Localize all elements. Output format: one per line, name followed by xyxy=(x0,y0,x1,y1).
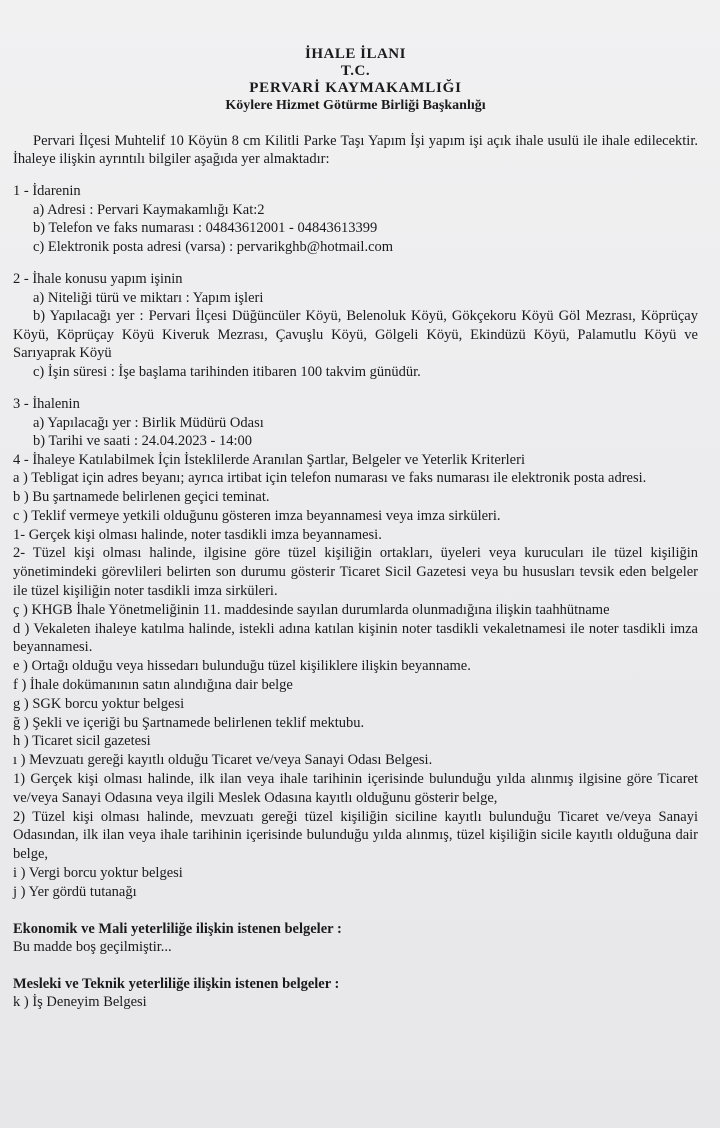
professional-section xyxy=(13,975,698,1012)
section-4-item: e ) Ortağı olduğu veya hissedarı bulunduğu tüzel kişiliklere ilişkin beyanname. xyxy=(13,658,471,675)
economic-text: Bu madde boş geçilmiştir... xyxy=(13,939,172,956)
economic-section xyxy=(13,920,698,957)
section-4-item: c ) Teklif vermeye yetkili olduğunu gösteren imza beyannamesi veya imza sirküleri. xyxy=(13,507,501,524)
section-4-item: 1) Gerçek kişi olması halinde, ilk ilan veya ihale tarihinin içerisinde bulunduğu yılda alınmış ilgisine göre Ticaret ve/veya Sanayi Odasına veya ilgili Meslek Odasına kayıtlı olduğunu gösterir belge, xyxy=(13,771,698,806)
section-4-item: g ) SGK borcu yoktur belgesi xyxy=(13,695,185,712)
section-4-item: i ) Vergi borcu yoktur belgesi xyxy=(13,865,183,882)
intro-paragraph: Pervari İlçesi Muhtelif 10 Köyün 8 cm Kilitli Parke Taşı Yapım İşi yapım işi açık ihale usulü ile ihale edilecektir. İhaleye ilişkin ayrıntılı bilgiler aşağıda yer almaktadır: xyxy=(13,133,698,167)
section-1 xyxy=(13,182,698,256)
section-4-item: f ) İhale dokümanının satın alındığına dair belge xyxy=(13,677,293,694)
heading-line-4: Köylere Hizmet Götürme Birliği Başkanlığı xyxy=(225,98,486,113)
section-4-item: 2- Tüzel kişi olması halinde, ilgisine göre tüzel kişiliğin ortakları, üyeleri veya kurucuları ile tüzel kişiliğin yönetimindeki görevlileri belirten son durumu gösterir Ticaret Sicil Gazetesi veya bu hususları tevsik eden belgeler ile tüzel kişiliğin noter tasdikli imza sirküleri. xyxy=(13,545,698,600)
section-2-a: a) Niteliği türü ve miktarı : Yapım işleri xyxy=(33,289,264,306)
section-1-title: 1 - İdarenin xyxy=(13,183,81,199)
heading-line-1: İHALE İLANI xyxy=(305,46,406,62)
section-3-title: 3 - İhalenin xyxy=(13,396,80,412)
professional-title: Mesleki ve Teknik yeterliliğe ilişkin istenen belgeler : xyxy=(13,975,340,992)
section-4-item: a ) Tebligat için adres beyanı; ayrıca irtibat için telefon numarası ve faks numarası ile elektronik posta adresi. xyxy=(13,470,647,487)
section-3-b: b) Tarihi ve saati : 24.04.2023 - 14:00 xyxy=(33,433,253,449)
section-4-item: h ) Ticaret sicil gazetesi xyxy=(13,733,151,750)
section-4-item: ı ) Mevzuatı gereği kayıtlı olduğu Ticaret ve/veya Sanayi Odası Belgesi. xyxy=(13,752,433,769)
section-2 xyxy=(13,270,698,381)
section-4-item: 2) Tüzel kişi olması halinde, mevzuatı gereği tüzel kişiliğin siciline kayıtlı bulunduğu Ticaret ve/veya Sanayi Odasından, ilk ilan veya ihale tarihinin içerisinde bulunduğu yılda alınmış, tüzel kişiliğin sicile kayıtlı olduğuna dair belge, xyxy=(13,808,698,863)
heading-line-3: PERVARİ KAYMAKAMLIĞI xyxy=(249,80,462,96)
section-4-item: j ) Yer gördü tutanağı xyxy=(13,883,137,900)
section-4-item: ğ ) Şekli ve içeriği bu Şartnamede belirlenen teklif mektubu. xyxy=(13,714,365,731)
section-4 xyxy=(13,451,698,902)
section-2-b: b) Yapılacağı yer : Pervari İlçesi Düğüncüler Köyü, Belenoluk Köyü, Gökçekoru Köyü Göl Mezrası, Köprüçay Köyü, Köprüçay Köyü Kiveruk Mezrası, Çavuşlu Köyü, Gölgeli Köyü, Ekindüzü Köyü, Palamutlu Köyü ve Sarıyaprak Köyü xyxy=(13,308,698,361)
section-4-item: b ) Bu şartnamede belirlenen geçici teminat. xyxy=(13,489,270,506)
section-4-item: d ) Vekaleten ihaleye katılma halinde, istekli adına katılan kişinin noter tasdikli vekaletnamesi ile noter tasdikli imza beyannamesi. xyxy=(13,620,698,656)
section-4-title: 4 - İhaleye Katılabilmek İçin İsteklilerde Aranılan Şartlar, Belgeler ve Yeterlik Kriterleri xyxy=(13,451,525,468)
section-4-item: 1- Gerçek kişi olması halinde, noter tasdikli imza beyannamesi. xyxy=(13,526,382,543)
section-3 xyxy=(13,395,698,451)
professional-text: k ) İş Deneyim Belgesi xyxy=(13,994,147,1011)
section-1-b: b) Telefon ve faks numarası : 04843612001 - 04843613399 xyxy=(33,220,378,236)
section-4-item: ç ) KHGB İhale Yönetmeliğinin 11. maddesinde sayılan durumlarda olunmadığına ilişkin taahhütname xyxy=(13,601,610,618)
section-1-c: c) Elektronik posta adresi (varsa) : pervarikghb@hotmail.com xyxy=(33,238,394,255)
section-1-a: a) Adresi : Pervari Kaymakamlığı Kat:2 xyxy=(33,201,265,218)
heading-line-2: T.C. xyxy=(340,63,371,79)
document-heading xyxy=(13,46,698,114)
section-2-c: c) İşin süresi : İşe başlama tarihinden itibaren 100 takvim günüdür. xyxy=(33,363,421,380)
economic-title: Ekonomik ve Mali yeterliliğe ilişkin istenen belgeler : xyxy=(13,920,342,937)
section-2-title: 2 - İhale konusu yapım işinin xyxy=(13,271,183,287)
section-3-a: a) Yapılacağı yer : Birlik Müdürü Odası xyxy=(33,414,264,431)
